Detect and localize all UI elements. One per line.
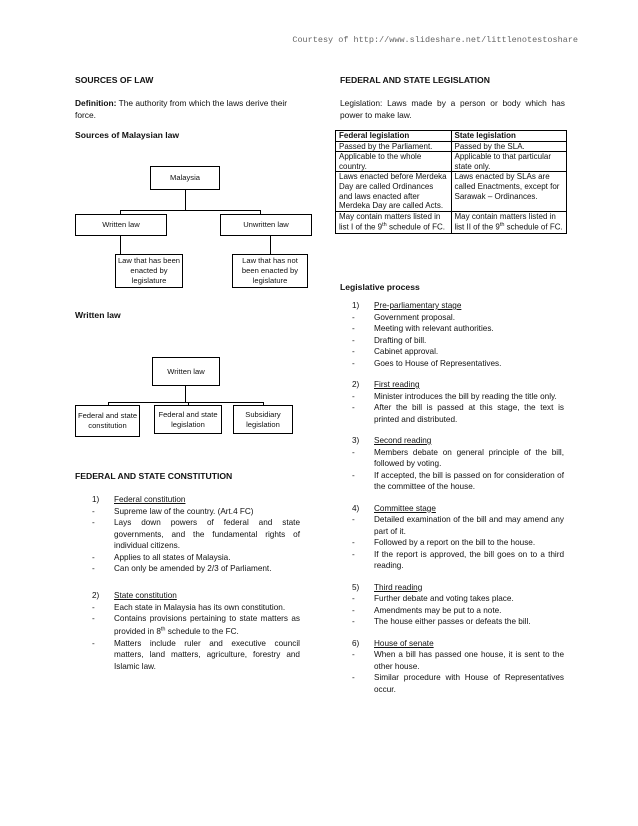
- list-item: After the bill is passed at this stage, the text is printed and distributed.: [374, 403, 564, 424]
- section-title: Federal constitution: [114, 495, 186, 504]
- list-item: Minister introduces the bill by reading the title only.: [374, 391, 557, 401]
- list-item: Matters include ruler and executive council matters, land matters, agriculture, forestry and Islamic law.: [114, 638, 300, 671]
- stage-title: First reading: [374, 380, 420, 389]
- legislation-table: [335, 130, 567, 234]
- table-row: [336, 172, 567, 211]
- list-item: Detailed examination of the bill and may amend any part of it.: [374, 515, 564, 536]
- list-item: Each state in Malaysia has its own constitution.: [114, 602, 286, 612]
- process-heading: Legislative process: [340, 282, 420, 292]
- table-row: [336, 141, 567, 152]
- stage-title: Second reading: [374, 436, 432, 445]
- legislation-intro: Legislation: Laws made by a person or body which has power to make law.: [340, 98, 565, 120]
- tree-written-law-box: Written law: [75, 214, 167, 236]
- list-item: Contains provisions pertaining to state matters as provided in 8th schedule to the FC.: [114, 614, 300, 637]
- tree-legislation-box: Federal and state legislation: [154, 405, 222, 434]
- list-number: 2): [92, 591, 100, 600]
- list-item: Government proposal.: [374, 312, 456, 322]
- tree-not-enacted-box: Law that has not been enacted by legislature: [232, 254, 308, 288]
- tree-subsidiary-box: Subsidiary legislation: [233, 405, 293, 434]
- list-item: Applies to all states of Malaysia.: [114, 552, 231, 562]
- constitution-heading: FEDERAL AND STATE CONSTITUTION: [75, 471, 233, 481]
- list-item: Cabinet approval.: [374, 347, 439, 356]
- table-cell: Passed by the Parliament.: [336, 141, 452, 152]
- list-number: 2): [352, 380, 360, 389]
- state-constitution-section: 2) State constitution - Each state in Malaysia has its own constitution. - Contains provisions pertaining to state matters as provided in 8th schedule to the FC. - Matters include ruler and executive council matters, land matters, agriculture, forestry and Islamic law.: [92, 591, 300, 671]
- list-item: If the report is approved, the bill goes on to a third reading.: [374, 549, 564, 570]
- table-cell: May contain matters listed in list I of the 9th schedule of FC.: [336, 211, 452, 233]
- process-stage: 1) Pre-parliamentary stage - Government proposal. - Meeting with relevant authorities. - Drafting of bill. - Cabinet approval. - Goes to House of Representatives.: [352, 301, 502, 368]
- tree-enacted-box: Law that has been enacted by legislature: [115, 254, 183, 288]
- tree-written-law-root: Written law: [152, 357, 220, 386]
- list-item: Amendments may be put to a note.: [374, 605, 502, 615]
- list-item: Further debate and voting takes place.: [374, 594, 514, 603]
- list-item: Can only be amended by 2/3 of Parliament.: [114, 564, 272, 573]
- tree-unwritten-law-box: Unwritten law: [220, 214, 312, 236]
- malaysian-law-heading: Sources of Malaysian law: [75, 130, 180, 140]
- table-row: [336, 152, 567, 172]
- list-number: 3): [352, 436, 360, 445]
- list-item: Drafting of bill.: [374, 335, 427, 345]
- list-number: 4): [352, 503, 360, 513]
- table-cell: Laws enacted by SLAs are called Enactments, except for Sarawak – Ordinances.: [451, 172, 567, 211]
- table-cell: Passed by the SLA.: [451, 141, 567, 152]
- table-cell: Applicable to that particular state only.: [451, 152, 567, 172]
- definition-label: Definition:: [75, 98, 117, 108]
- tree-malaysia-box: Malaysia: [150, 166, 220, 190]
- list-number: 6): [352, 638, 360, 648]
- list-number: 1): [92, 495, 100, 504]
- list-item: Lays down powers of federal and state governments, and the fundamental rights of individual citizens.: [114, 518, 300, 550]
- table-header: Federal legislation: [336, 131, 452, 142]
- process-stage: 2) First reading - Minister introduces the bill by reading the title only. - After the bill is passed at this stage, the text is printed and distributed.: [352, 380, 564, 424]
- list-item: Meeting with relevant authorities.: [374, 324, 494, 333]
- definition-text: The authority from which the laws derive their force.: [75, 98, 288, 120]
- table-row: [336, 211, 567, 233]
- list-item: Members debate on general principle of the bill, followed by voting.: [374, 447, 564, 468]
- list-item: Goes to House of Representatives.: [374, 358, 502, 368]
- written-law-heading: Written law: [75, 310, 121, 320]
- list-item: Supreme law of the country. (Art.4 FC): [114, 506, 254, 516]
- tree-constitution-box: Federal and state constitution: [75, 405, 140, 437]
- process-stage: 3) Second reading - Members debate on general principle of the bill, followed by voting. - If accepted, the bill is passed on for consideration of the committee of the house.: [352, 436, 564, 491]
- table-cell: Applicable to the whole country.: [336, 152, 452, 172]
- table-cell: Laws enacted before Merdeka Day are called Ordinances and laws enacted after Merdeka Day are called Acts.: [336, 172, 452, 211]
- section-title: State constitution: [114, 591, 177, 600]
- process-stage: 5) Third reading - Further debate and voting takes place. - Amendments may be put to a note. - The house either passes or defeats the bill.: [352, 582, 531, 626]
- list-number: 1): [352, 301, 360, 310]
- courtesy-header: Courtesy of http://www.slideshare.net/littlenotestoshare: [292, 35, 578, 45]
- list-item: The house either passes or defeats the bill.: [374, 617, 531, 626]
- table-cell: May contain matters listed in list II of the 9th schedule of FC.: [451, 211, 567, 233]
- definition: [75, 97, 305, 121]
- process-stage: 4) Committee stage - Detailed examination of the bill and may amend any part of it. - Followed by a report on the bill to the house. - If the report is approved, the bill goes on to a third reading.: [352, 503, 564, 570]
- list-item: Followed by a report on the bill to the house.: [374, 538, 536, 547]
- stage-title: Committee stage: [374, 503, 436, 513]
- stage-title: Pre-parliamentary stage: [374, 301, 462, 310]
- stage-title: Third reading: [374, 582, 423, 592]
- federal-constitution-section: 1) Federal constitution - Supreme law of the country. (Art.4 FC) - Lays down powers of federal and state governments, and the fundamental rights of individual citizens. - Applies to all states of Malaysia. - Can only be amended by 2/3 of Parliament.: [92, 495, 300, 573]
- process-stage: 6) House of senate - When a bill has passed one house, it is sent to the other house. - Similar procedure with House of Representatives occur.: [352, 638, 564, 694]
- list-number: 5): [352, 582, 360, 592]
- list-item: If accepted, the bill is passed on for consideration of the committee of the house.: [374, 470, 564, 491]
- legislative-process-list: [352, 300, 564, 695]
- legislation-heading: FEDERAL AND STATE LEGISLATION: [340, 75, 490, 85]
- list-item: When a bill has passed one house, it is sent to the other house.: [374, 650, 564, 671]
- table-header: State legislation: [451, 131, 567, 142]
- list-item: Similar procedure with House of Representatives occur.: [374, 673, 564, 694]
- sources-heading: SOURCES OF LAW: [75, 75, 154, 85]
- stage-title: House of senate: [374, 638, 434, 648]
